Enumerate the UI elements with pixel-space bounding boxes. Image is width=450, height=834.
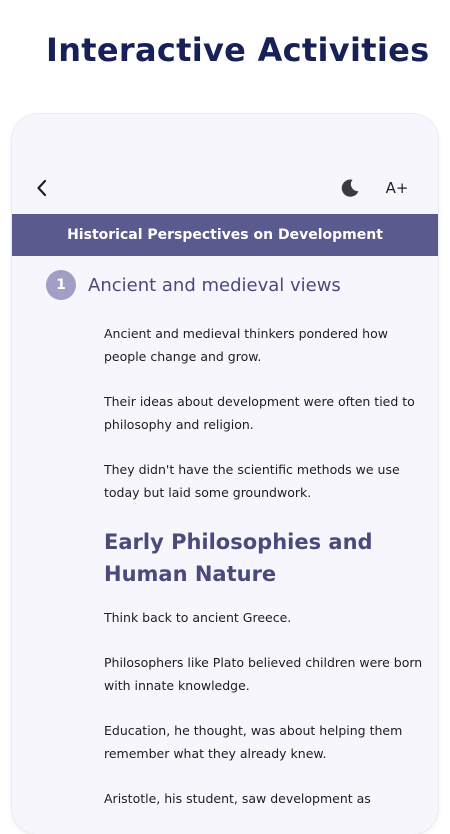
chevron-left-icon — [36, 179, 48, 197]
section-number-badge: 1 — [46, 270, 76, 300]
paragraph: Aristotle, his student, saw development as — [104, 791, 371, 806]
moon-icon — [340, 178, 360, 198]
reader-content[interactable] — [12, 256, 438, 834]
section-body — [104, 322, 430, 832]
paragraph: Education, he thought, was about helping them remember what they already knew. — [104, 723, 403, 761]
paragraph: They didn't have the scientific methods we use today but laid some groundwork. — [104, 462, 400, 500]
paragraph: Philosophers like Plato believed children were born with innate knowledge. — [104, 655, 423, 693]
section-title: Ancient and medieval views — [88, 274, 341, 296]
section-header — [46, 270, 341, 300]
font-size-button[interactable]: A+ — [385, 179, 409, 197]
page-headline: Interactive Activities — [46, 31, 430, 69]
paragraph: Think back to ancient Greece. — [104, 610, 292, 625]
reader-toolbar — [12, 170, 438, 206]
paragraph: Their ideas about development were often tied to philosophy and religion. — [104, 394, 415, 432]
back-button[interactable] — [30, 175, 54, 201]
phone-screen — [12, 114, 438, 834]
paragraph: Ancient and medieval thinkers pondered how people change and grow. — [104, 326, 388, 364]
dark-mode-toggle[interactable] — [338, 175, 362, 201]
chapter-title: Historical Perspectives on Development — [67, 227, 383, 243]
subheading: Early Philosophies and Human Nature — [104, 530, 373, 586]
chapter-title-bar — [12, 214, 438, 256]
